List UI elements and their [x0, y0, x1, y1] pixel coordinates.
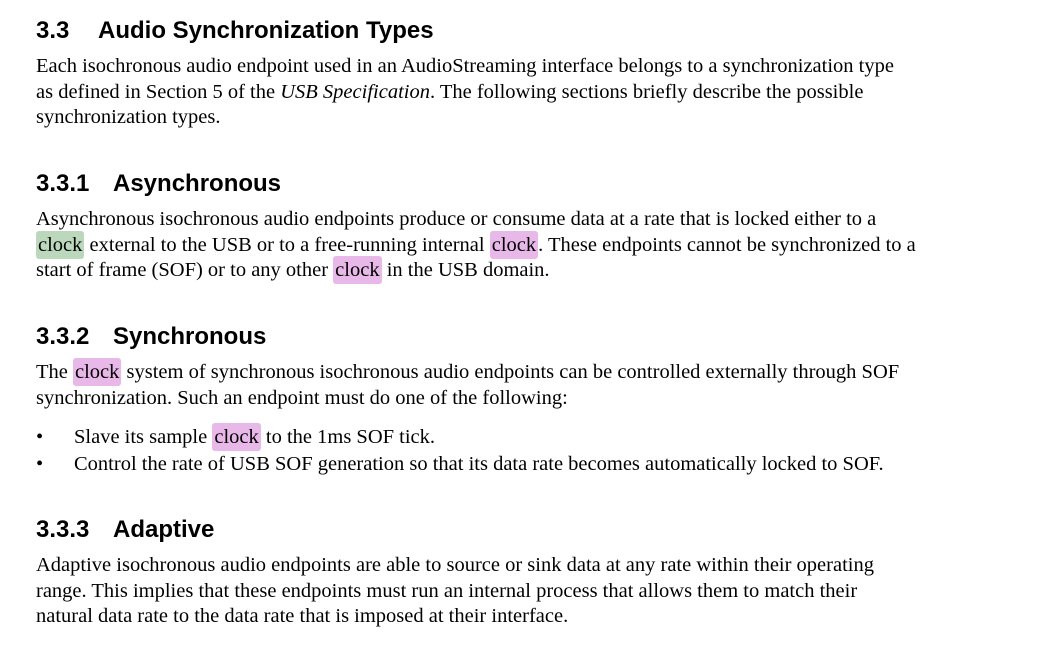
text-line	[36, 256, 550, 284]
section-heading-3-3	[36, 17, 434, 45]
text-run: to the 1ms SOF tick.	[260, 426, 436, 448]
section-number: 3.3	[36, 17, 70, 44]
synchronous-options-list	[36, 425, 996, 479]
section-3-3-2-paragraph	[36, 360, 976, 411]
section-number: 3.3.2	[36, 323, 90, 350]
text-line	[36, 81, 863, 103]
section-title: Audio Synchronization Types	[98, 17, 434, 44]
list-item	[36, 425, 996, 452]
section-number: 3.3.3	[36, 516, 90, 543]
text-run: in the USB domain.	[381, 259, 550, 281]
list-item	[36, 452, 996, 479]
text-line: Asynchronous isochronous audio endpoints produce or consume data at a rate that is locked either to a	[36, 208, 877, 230]
text-line: synchronization. Such an endpoint must do one of the following:	[36, 386, 568, 409]
highlighted-term: clock	[333, 256, 381, 284]
bullet-icon: •	[36, 453, 44, 475]
text-run: Control the rate of USB SOF generation so that its data rate becomes automatically locked to SOF.	[74, 453, 884, 475]
section-title: Adaptive	[113, 516, 215, 543]
section-title: Synchronous	[113, 323, 267, 350]
section-3-3-paragraph	[36, 54, 976, 131]
text-line	[36, 358, 899, 386]
text-run: Slave its sample	[74, 426, 213, 448]
text-line: Each isochronous audio endpoint used in an AudioStreaming interface belongs to a synchronization type	[36, 55, 894, 77]
text-line: range. This implies that these endpoints must run an internal process that allows them to match their	[36, 579, 858, 602]
text-run: The	[36, 361, 73, 383]
usb-spec-reference: USB Specification	[280, 80, 430, 103]
section-heading-3-3-3	[36, 516, 214, 544]
bullet-icon: •	[36, 426, 44, 448]
section-heading-3-3-1	[36, 170, 281, 198]
text-line: natural data rate to the data rate that is imposed at their interface.	[36, 605, 569, 627]
highlighted-term: clock	[73, 358, 121, 386]
text-run: start of frame (SOF) or to any other	[36, 259, 334, 281]
text-line: synchronization types.	[36, 106, 221, 128]
text-run: external to the USB or to a free-running internal	[84, 233, 490, 256]
section-heading-3-3-2	[36, 323, 266, 351]
text-run: as defined in Section 5 of the	[36, 80, 281, 103]
highlighted-term: clock	[36, 231, 84, 259]
text-run: . These endpoints cannot be synchronized to a	[538, 233, 916, 256]
section-3-3-1-paragraph	[36, 207, 976, 284]
highlighted-term: clock	[490, 231, 538, 259]
text-line: Adaptive isochronous audio endpoints are able to source or sink data at any rate within their operating	[36, 554, 874, 576]
section-3-3-3-paragraph	[36, 553, 976, 630]
highlighted-term: clock	[212, 423, 260, 451]
text-run: system of synchronous isochronous audio endpoints can be controlled externally through SOF	[121, 361, 900, 383]
text-run: . The following sections briefly describe the possible	[429, 80, 864, 103]
section-title: Asynchronous	[113, 170, 282, 197]
section-number: 3.3.1	[36, 170, 90, 197]
text-line	[36, 231, 916, 259]
